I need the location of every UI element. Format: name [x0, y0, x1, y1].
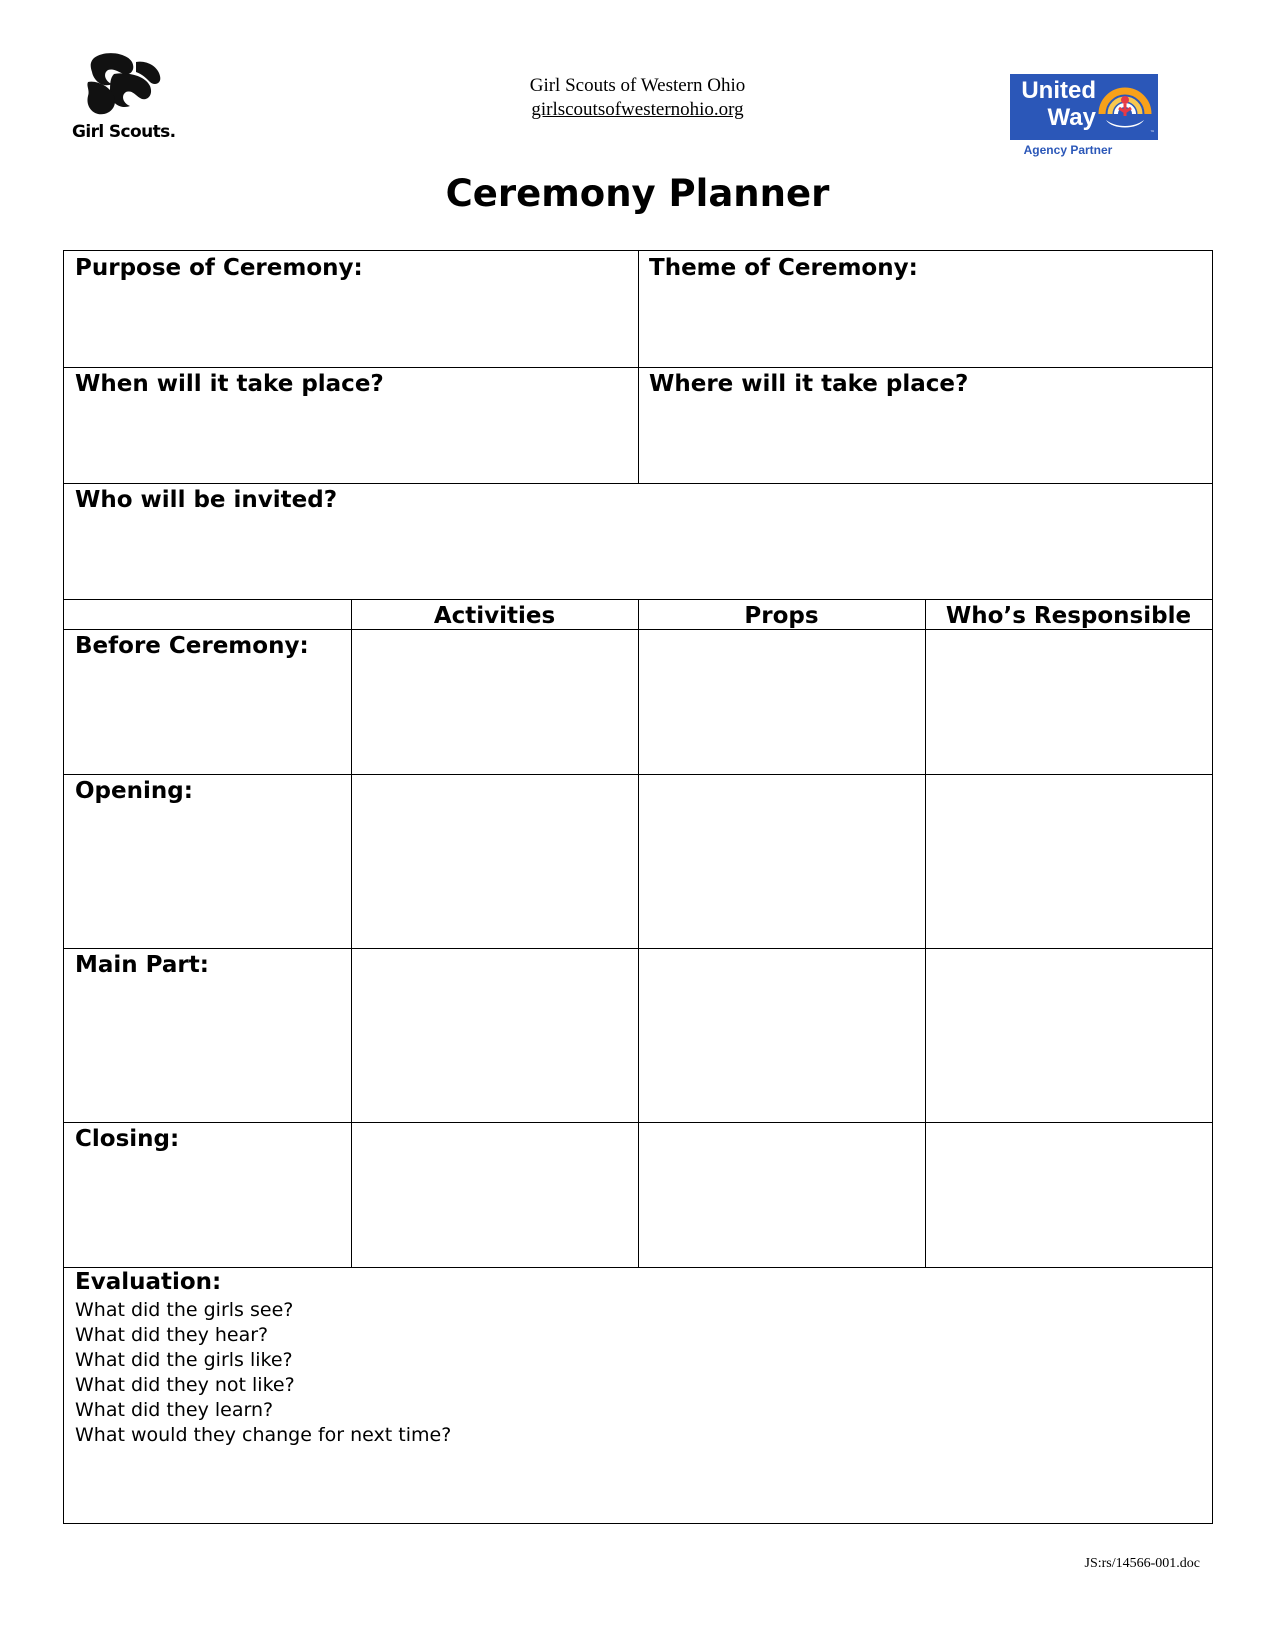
when-label: When will it take place? — [75, 371, 384, 397]
trefoil-profiles-icon — [84, 52, 164, 118]
united-way-logo — [1010, 74, 1160, 164]
column-header-props: Props — [744, 603, 819, 629]
evaluation-question: What did the girls see? — [75, 1299, 294, 1321]
column-divider — [925, 599, 926, 1267]
evaluation-question: What would they change for next time? — [75, 1424, 452, 1446]
column-header-responsible: Who’s Responsible — [945, 603, 1192, 629]
organization-name: Girl Scouts of Western Ohio — [529, 75, 746, 96]
row-divider — [64, 483, 1212, 484]
evaluation-question: What did they learn? — [75, 1399, 274, 1421]
united-way-line1: United — [1021, 77, 1096, 104]
page-title: Ceremony Planner — [445, 172, 830, 215]
column-header-activities: Activities — [433, 603, 556, 629]
united-way-badge: United Way ™ — [1010, 74, 1158, 140]
document-reference: JS:rs/14566-001.doc — [1084, 1556, 1200, 1571]
column-divider — [351, 599, 352, 1267]
row-label-opening: Opening: — [75, 778, 193, 804]
united-way-line2: Way — [1047, 104, 1096, 131]
ceremony-planner-form — [63, 250, 1213, 1524]
organization-info — [400, 74, 875, 122]
evaluation-question: What did they not like? — [75, 1374, 295, 1396]
row-label-closing: Closing: — [75, 1126, 180, 1152]
rainbow-hand-icon — [1098, 80, 1152, 134]
row-label-before: Before Ceremony: — [75, 633, 309, 659]
girl-scouts-logo — [72, 52, 182, 144]
row-divider — [64, 1267, 1212, 1268]
evaluation-heading: Evaluation: — [75, 1269, 222, 1295]
theme-label: Theme of Ceremony: — [649, 255, 918, 281]
girl-scouts-wordmark: Girl Scouts. — [72, 122, 176, 142]
organization-url-link[interactable]: girlscoutsofwesternohio.org — [531, 99, 744, 120]
purpose-label: Purpose of Ceremony: — [75, 255, 363, 281]
column-divider — [638, 251, 639, 483]
evaluation-question: What did the girls like? — [75, 1349, 293, 1371]
who-invited-label: Who will be invited? — [75, 487, 338, 513]
agency-partner-label: Agency Partner — [1023, 143, 1113, 157]
column-divider — [638, 599, 639, 1267]
where-label: Where will it take place? — [649, 371, 969, 397]
row-label-main: Main Part: — [75, 952, 209, 978]
evaluation-question: What did they hear? — [75, 1324, 269, 1346]
